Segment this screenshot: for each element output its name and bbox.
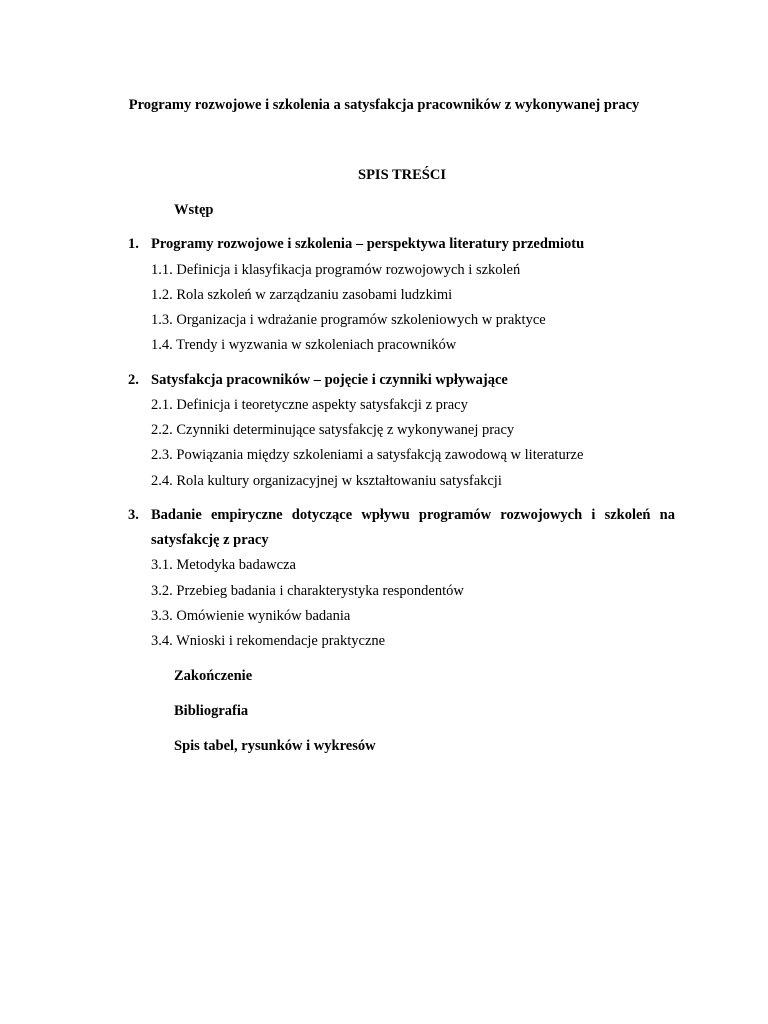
toc-section-3-1: 3.1. Metodyka badawcza <box>151 557 296 573</box>
toc-section-2-1: 2.1. Definicja i teoretyczne aspekty satysfakcji z pracy <box>151 397 468 413</box>
toc-section-3-2: 3.2. Przebieg badania i charakterystyka respondentów <box>151 583 464 599</box>
chapter-3-title-line2: satysfakcję z pracy <box>151 532 269 548</box>
toc-entry-tables-list: Spis tabel, rysunków i wykresów <box>174 738 376 754</box>
document-title: Programy rozwojowe i szkolenia a satysfakcja pracowników z wykonywanej pracy <box>128 97 640 113</box>
chapter-3-title-line1: Badanie empiryczne dotyczące wpływu programów rozwojowych i szkoleń na <box>151 507 675 523</box>
toc-section-2-2: 2.2. Czynniki determinujące satysfakcję z wykonywanej pracy <box>151 422 515 438</box>
toc-heading: SPIS TREŚCI <box>358 167 446 183</box>
toc-entry-bibliography: Bibliografia <box>174 703 249 719</box>
toc-entry-ending: Zakończenie <box>174 668 253 684</box>
chapter-2-title: Satysfakcja pracowników – pojęcie i czynniki wpływające <box>151 372 508 388</box>
toc-entry-intro: Wstęp <box>174 202 214 218</box>
chapter-3-number: 3. <box>128 507 139 523</box>
toc-section-1-2: 1.2. Rola szkoleń w zarządzaniu zasobami ludzkimi <box>151 287 453 303</box>
chapter-2-number: 2. <box>128 372 139 388</box>
toc-section-2-4: 2.4. Rola kultury organizacyjnej w kształtowaniu satysfakcji <box>151 473 502 489</box>
toc-section-2-3: 2.3. Powiązania między szkoleniami a satysfakcją zawodową w literaturze <box>151 447 584 463</box>
toc-section-3-3: 3.3. Omówienie wyników badania <box>151 608 351 624</box>
chapter-1-title: Programy rozwojowe i szkolenia – perspektywa literatury przedmiotu <box>151 236 585 252</box>
chapter-1-number: 1. <box>128 236 139 252</box>
toc-section-1-1: 1.1. Definicja i klasyfikacja programów rozwojowych i szkoleń <box>151 262 521 278</box>
toc-section-1-4: 1.4. Trendy i wyzwania w szkoleniach pracowników <box>151 337 457 353</box>
toc-section-1-3: 1.3. Organizacja i wdrażanie programów szkoleniowych w praktyce <box>151 312 546 328</box>
toc-section-3-4: 3.4. Wnioski i rekomendacje praktyczne <box>151 633 386 649</box>
